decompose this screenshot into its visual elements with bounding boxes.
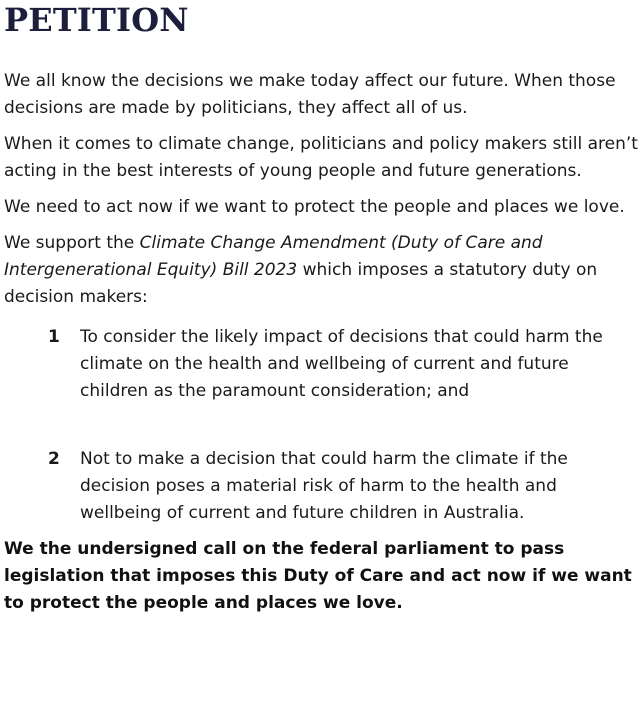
- duty-text: To consider the likely impact of decisions that could harm the climate on the health and wellbeing of current and future children as the paramount consideration; and: [80, 327, 603, 401]
- duty-number: 2: [48, 449, 60, 469]
- duty-number: 1: [48, 327, 60, 347]
- intro-paragraph-3: We need to act now if we want to protect the people and places we love.: [4, 197, 625, 217]
- support-suffix: which imposes a statutory duty on decision makers:: [4, 260, 598, 307]
- page-title: PETITION: [4, 1, 189, 39]
- support-paragraph: [4, 230, 638, 311]
- list-item: [4, 324, 638, 405]
- petition-document: [4, 0, 638, 617]
- duty-text: Not to make a decision that could harm the climate if the decision poses a material risk of harm to the health and wellbeing of current and future children in Australia.: [80, 449, 568, 523]
- duties-list: [4, 324, 638, 527]
- intro-paragraph-1: We all know the decisions we make today affect our future. When those decisions are made by politicians, they affect all of us.: [4, 71, 616, 118]
- bill-title: Climate Change Amendment (Duty of Care and Intergenerational Equity) Bill 2023: [4, 233, 543, 280]
- intro-paragraph-2: When it comes to climate change, politicians and policy makers still aren’t acting in the best interests of young people and future generations.: [4, 134, 638, 181]
- closing-statement: We the undersigned call on the federal parliament to pass legislation that imposes this Duty of Care and act now if we want to protect the people and places we love.: [4, 539, 632, 613]
- support-prefix: We support the: [4, 233, 140, 253]
- list-item: [4, 446, 638, 527]
